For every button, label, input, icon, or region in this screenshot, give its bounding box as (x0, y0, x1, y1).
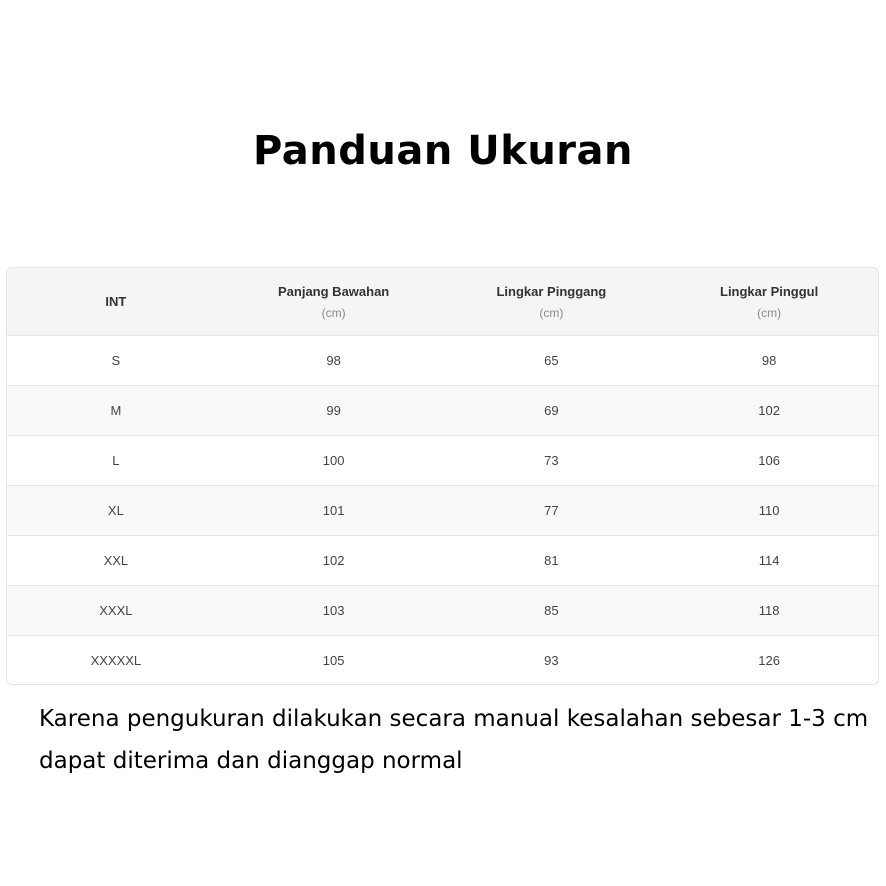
note-line-2: dapat diterima dan dianggap normal (39, 748, 463, 774)
cell-lingkar-pinggul: 118 (660, 586, 878, 636)
table-header-row (7, 268, 878, 336)
cell-size: XL (7, 486, 225, 536)
cell-lingkar-pinggul: 114 (660, 536, 878, 586)
table-row (7, 436, 878, 486)
cell-size: M (7, 386, 225, 436)
cell-panjang-bawahan: 103 (225, 586, 443, 636)
cell-lingkar-pinggul: 106 (660, 436, 878, 486)
cell-size: S (7, 336, 225, 386)
cell-lingkar-pinggul: 102 (660, 386, 878, 436)
measurement-note (39, 698, 879, 782)
cell-lingkar-pinggang: 69 (443, 386, 661, 436)
header-lingkar-pinggang: Lingkar Pinggang (cm) (443, 268, 661, 336)
cell-lingkar-pinggang: 77 (443, 486, 661, 536)
size-chart-table (6, 267, 879, 685)
cell-size: XXXL (7, 586, 225, 636)
cell-lingkar-pinggang: 81 (443, 536, 661, 586)
unit-label: (cm) (321, 305, 346, 320)
cell-panjang-bawahan: 98 (225, 336, 443, 386)
cell-lingkar-pinggang: 93 (544, 653, 559, 668)
table-row (7, 586, 878, 636)
table-row (7, 336, 878, 386)
cell-size: L (7, 436, 225, 486)
header-lingkar-pinggul: Lingkar Pinggul (cm) (660, 268, 878, 336)
unit-label: (cm) (757, 305, 782, 320)
cell-panjang-bawahan: 100 (225, 436, 443, 486)
cell-lingkar-pinggul: 126 (758, 653, 780, 668)
table-row (7, 536, 878, 586)
cell-lingkar-pinggul: 110 (660, 486, 878, 536)
cell-size: XXXXXL (90, 653, 142, 668)
unit-label: (cm) (539, 305, 564, 320)
cell-panjang-bawahan: 102 (225, 536, 443, 586)
cell-lingkar-pinggang: 73 (443, 436, 661, 486)
cell-panjang-bawahan: 105 (322, 653, 345, 668)
cell-lingkar-pinggang: 65 (443, 336, 661, 386)
page-title: Panduan Ukuran (253, 128, 633, 174)
table-row (7, 636, 878, 686)
header-panjang-bawahan: Panjang Bawahan (cm) (225, 268, 443, 336)
cell-lingkar-pinggang: 85 (443, 586, 661, 636)
cell-lingkar-pinggul: 98 (660, 336, 878, 386)
header-int: INT (7, 268, 225, 336)
table-row (7, 386, 878, 436)
cell-panjang-bawahan: 99 (225, 386, 443, 436)
cell-panjang-bawahan: 101 (225, 486, 443, 536)
cell-size: XXL (7, 536, 225, 586)
note-line-1: Karena pengukuran dilakukan secara manual kesalahan sebesar 1-3 cm (39, 706, 869, 732)
table-row (7, 486, 878, 536)
